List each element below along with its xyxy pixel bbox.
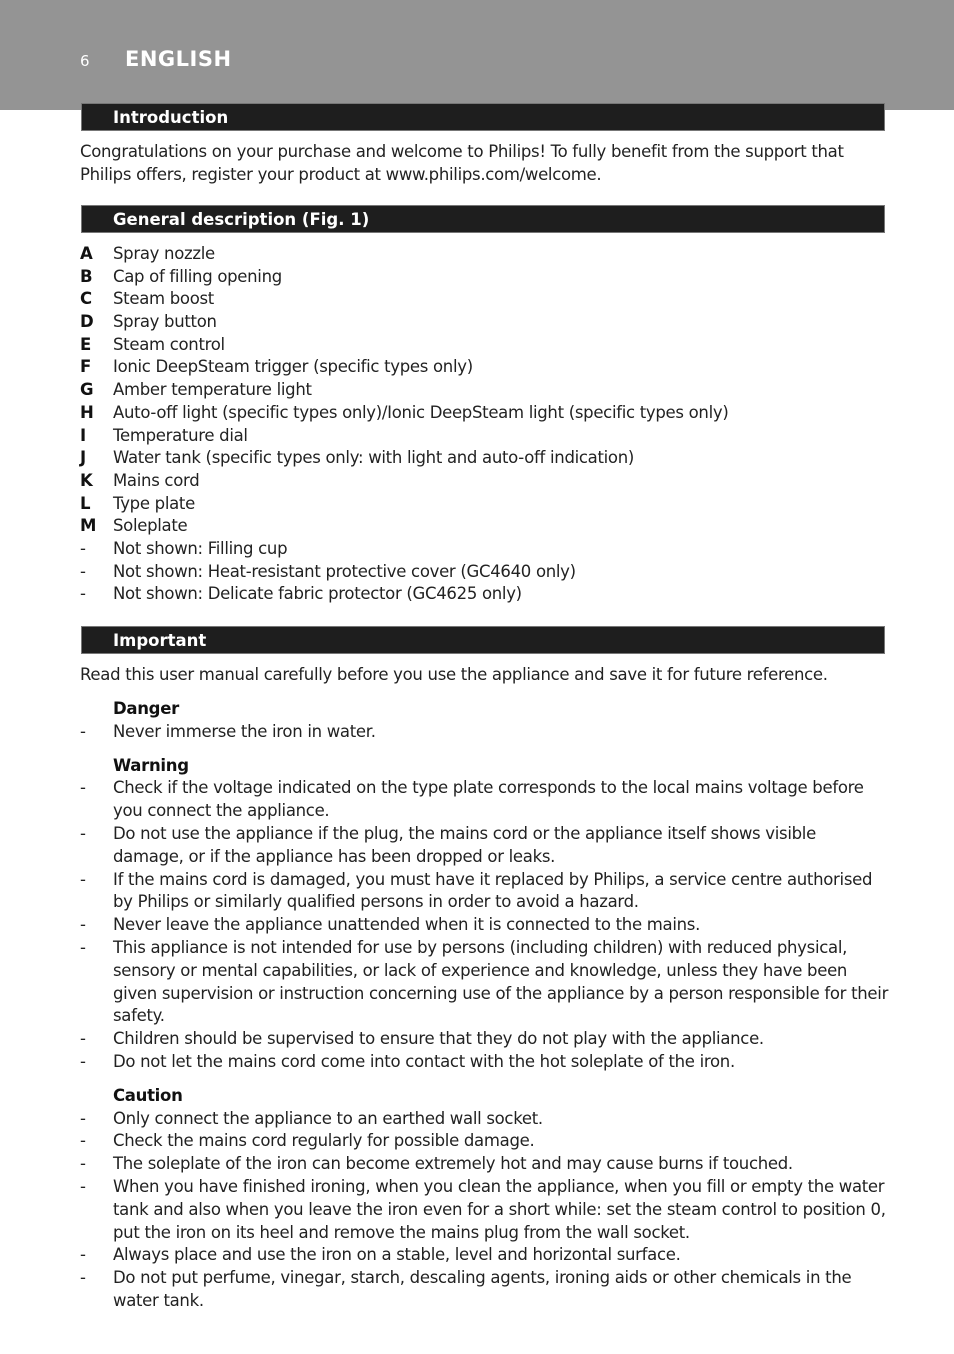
danger-heading: Danger: [113, 699, 179, 718]
list-item-text: Soleplate: [113, 516, 188, 536]
bullet-dash: -: [80, 1245, 86, 1265]
bullet-dash: -: [80, 823, 86, 843]
list-item: [80, 402, 890, 425]
list-item: [80, 561, 890, 584]
bullet-item: [80, 1028, 890, 1051]
list-item: [80, 470, 890, 493]
bullet-dash: -: [80, 869, 86, 889]
list-item: [80, 493, 890, 516]
section-important: [81, 626, 885, 654]
bullet-dash: -: [80, 1108, 86, 1128]
list-item-text: Spray nozzle: [113, 244, 215, 263]
list-marker: F: [80, 357, 91, 377]
bullet-text: Children should be supervised to ensure that they do not play with the appliance.: [113, 1029, 764, 1049]
language-heading: ENGLISH: [125, 47, 232, 71]
list-item-text: Cap of filling opening: [113, 266, 282, 286]
section-introduction: [81, 103, 885, 131]
bullet-text: If the mains cord is damaged, you must have it replaced by Philips, a service centre authorised by Philips or similarly qualified persons in order to avoid a hazard.: [113, 869, 873, 912]
section-title: General description (Fig. 1): [113, 210, 370, 229]
bullet-text: Never immerse the iron in water.: [113, 721, 376, 741]
list-item: [80, 311, 890, 334]
bullet-text: Always place and use the iron on a stable, level and horizontal surface.: [113, 1245, 681, 1265]
list-item-text: Water tank (specific types only: with light and auto-off indication): [113, 448, 635, 468]
warning-items: [80, 777, 890, 1073]
list-item: [80, 379, 890, 402]
bullet-item: [80, 1176, 890, 1244]
bullet-dash: -: [80, 1268, 86, 1288]
bullet-text: Check if the voltage indicated on the type plate corresponds to the local mains voltage before you connect the appliance.: [113, 778, 864, 821]
list-item: [80, 266, 890, 289]
list-marker: I: [80, 425, 86, 445]
bullet-dash: -: [80, 915, 86, 935]
list-item: [80, 447, 890, 470]
bullet-text: Do not put perfume, vinegar, starch, descaling agents, ironing aids or other chemicals in the water tank.: [113, 1268, 852, 1310]
bullet-item: [80, 1108, 890, 1131]
caution-heading: Caution: [113, 1085, 183, 1105]
safety-list: [80, 698, 890, 1313]
list-marker: H: [80, 402, 94, 422]
list-item-text: Spray button: [113, 312, 217, 332]
bullet-dash: -: [80, 778, 86, 798]
list-item-text: Steam boost: [113, 289, 214, 309]
bullet-item: [80, 1130, 890, 1153]
warning-heading: Warning: [113, 755, 189, 775]
list-item: [80, 334, 890, 357]
list-marker: -: [80, 561, 86, 581]
list-item-text: Ionic DeepSteam trigger (specific types only): [113, 357, 473, 377]
list-item: [80, 425, 890, 448]
list-item-text: Temperature dial: [113, 425, 248, 445]
list-item: [80, 356, 890, 379]
bullet-dash: -: [80, 1029, 86, 1049]
bullet-item: [80, 777, 890, 823]
list-item: [80, 583, 890, 606]
bullet-item: [80, 721, 890, 744]
list-item-text: Mains cord: [113, 470, 200, 490]
bullet-text: This appliance is not intended for use by persons (including children) with reduced physical, sensory or mental capabilities, or lack of experience and knowledge, unless they have been given supervision or instruction concerning use of the appliance by a person responsible for their safety.: [113, 937, 889, 1026]
bullet-item: [80, 1244, 890, 1267]
bullet-item: [80, 869, 890, 915]
list-marker: C: [80, 289, 92, 309]
section-title: Introduction: [113, 108, 229, 127]
list-marker: K: [80, 470, 93, 490]
bullet-item: [80, 1153, 890, 1176]
list-item-text: Not shown: Delicate fabric protector (GC4625 only): [113, 584, 522, 604]
list-item: [80, 288, 890, 311]
bullet-text: The soleplate of the iron can become extremely hot and may cause burns if touched.: [113, 1154, 793, 1174]
section-general-description: [81, 205, 885, 233]
parts-list: [80, 243, 890, 606]
important-intro: Read this user manual carefully before you use the appliance and save it for future reference.: [80, 665, 828, 684]
list-marker: E: [80, 334, 91, 354]
bullet-item: [80, 823, 890, 869]
list-item-text: Not shown: Filling cup: [113, 538, 288, 558]
list-item-text: Amber temperature light: [113, 380, 312, 400]
list-item: [80, 538, 890, 561]
list-item-text: Type plate: [113, 493, 195, 513]
bullet-item: [80, 1267, 890, 1313]
list-item-text: Not shown: Heat-resistant protective cover (GC4640 only): [113, 561, 576, 581]
bullet-text: Check the mains cord regularly for possible damage.: [113, 1131, 535, 1151]
bullet-dash: -: [80, 937, 86, 957]
list-marker: -: [80, 584, 86, 604]
bullet-text: Never leave the appliance unattended when it is connected to the mains.: [113, 915, 701, 935]
danger-items: [80, 721, 890, 744]
page-number: 6: [80, 52, 90, 70]
bullet-dash: -: [80, 1051, 86, 1071]
list-item: [80, 243, 890, 266]
bullet-dash: -: [80, 1176, 86, 1196]
section-title: Important: [113, 631, 207, 650]
list-marker: M: [80, 516, 97, 536]
page-header: [0, 0, 954, 110]
list-item: [80, 515, 890, 538]
bullet-dash: -: [80, 721, 86, 741]
caution-items: [80, 1108, 890, 1313]
bullet-dash: -: [80, 1154, 86, 1174]
list-item-text: Auto-off light (specific types only)/Ionic DeepSteam light (specific types only): [113, 402, 729, 422]
list-marker: A: [80, 244, 93, 263]
bullet-item: [80, 914, 890, 937]
bullet-text: Do not let the mains cord come into contact with the hot soleplate of the iron.: [113, 1051, 735, 1071]
list-marker: D: [80, 312, 94, 332]
list-item-text: Steam control: [113, 334, 225, 354]
list-marker: -: [80, 538, 86, 558]
bullet-item: [80, 937, 890, 1028]
introduction-text: Congratulations on your purchase and welcome to Philips! To fully benefit from the support that Philips offers, register your product at www.philips.com/welcome.: [80, 142, 844, 184]
bullet-text: When you have finished ironing, when you clean the appliance, when you fill or empty the water tank and also when you leave the iron even for a short while: set the steam control to position 0, put the iron on its heel and remove the mains plug from the wall socket.: [113, 1176, 886, 1242]
list-marker: L: [80, 493, 91, 513]
bullet-text: Only connect the appliance to an earthed wall socket.: [113, 1108, 543, 1128]
bullet-dash: -: [80, 1131, 86, 1151]
list-marker: G: [80, 380, 94, 400]
bullet-text: Do not use the appliance if the plug, the mains cord or the appliance itself shows visible damage, or if the appliance has been dropped or leaks.: [113, 823, 816, 866]
bullet-item: [80, 1051, 890, 1074]
list-marker: B: [80, 266, 93, 286]
list-marker: J: [80, 448, 86, 468]
